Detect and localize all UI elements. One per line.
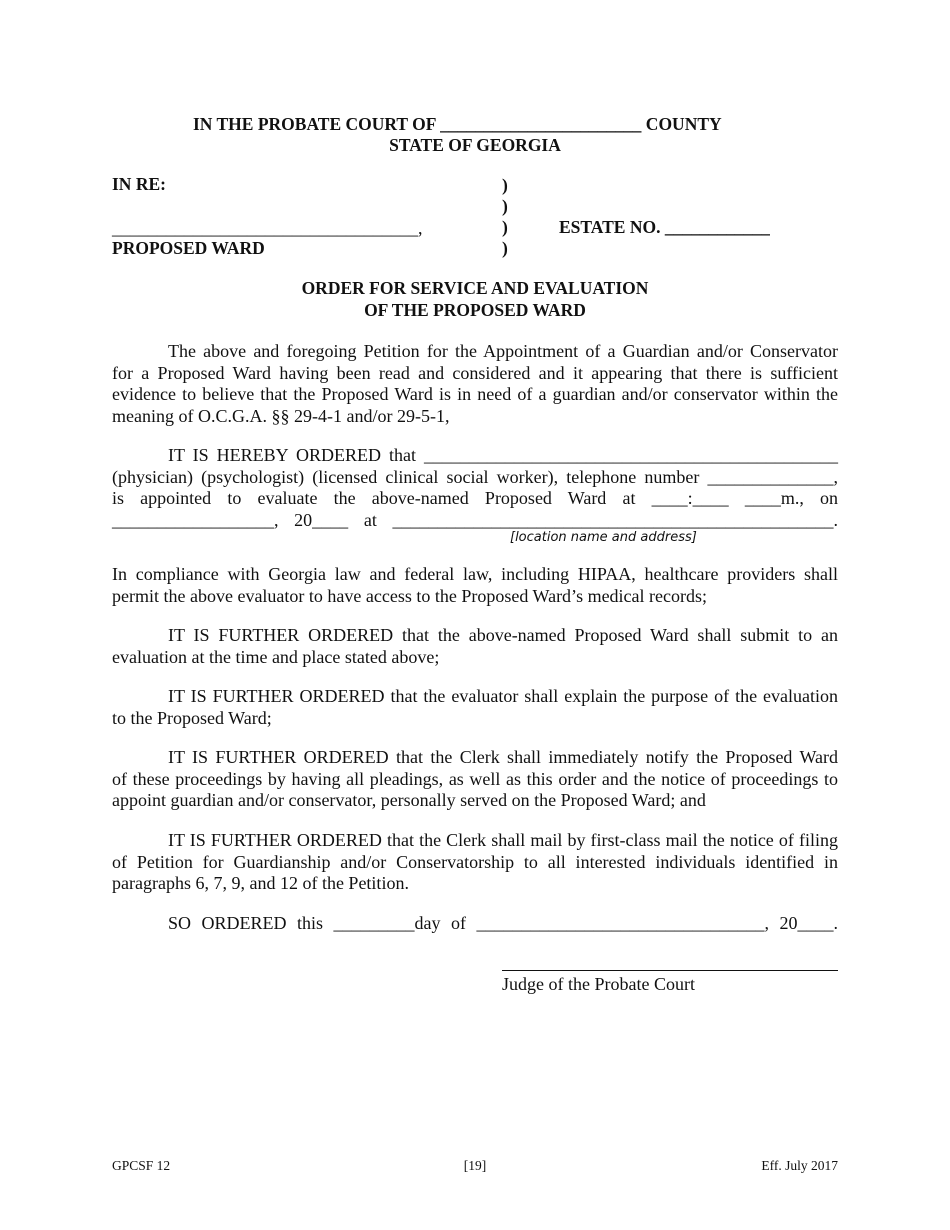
evaluator-name-blank[interactable]: IT IS HEREBY ORDERED that ______________________________________________ [168,445,838,465]
text-line: IT IS FURTHER ORDERED that the Clerk shall mail by first-class mail the notice of filing [168,830,838,850]
hipaa-paragraph [112,564,838,607]
mail-paragraph [112,830,838,895]
location-note: [location name and address] [510,530,697,545]
form-id: GPCSF 12 [112,1158,171,1173]
text-line: In compliance with Georgia law and federal law, including HIPAA, healthcare providers shall [112,564,838,584]
proposed-ward-name-blank[interactable]: __________________________________, [112,218,423,238]
text-line: IT IS FURTHER ORDERED that the evaluator shall explain the purpose of the evaluation [168,686,838,706]
recital-paragraph [112,341,838,427]
order-title-line1: ORDER FOR SERVICE AND EVALUATION [301,278,649,298]
caption-paren: ) [502,196,508,216]
text-line: The above and foregoing Petition for the Appointment of a Guardian and/or Conservator [168,341,838,361]
submit-paragraph [112,625,838,668]
text-line: paragraphs 6, 7, 9, and 12 of the Petition. [112,873,409,893]
effective-date: Eff. July 2017 [761,1158,838,1173]
text-line: IT IS FURTHER ORDERED that the Clerk shall immediately notify the Proposed Ward [168,747,838,767]
text-line: of these proceedings by having all pleadings, as well as this order and the notice of proceedings to [112,768,838,789]
text-line: for a Proposed Ward having been read and considered and it appearing that there is sufficient [112,362,838,383]
page-number: [19] [463,1158,487,1173]
text-line: of Petition for Guardianship and/or Conservatorship to all interested individuals identified in [112,851,838,872]
text-line: IT IS FURTHER ORDERED that the above-named Proposed Ward shall submit to an [168,625,838,645]
text-line: permit the above evaluator to have access to the Proposed Ward’s medical records; [112,585,708,606]
judge-signature-label: Judge of the Probate Court [502,974,695,994]
caption-paren: ) [502,217,508,237]
judge-signature-line[interactable] [502,970,838,971]
estate-number-field[interactable]: ESTATE NO. ____________ [559,217,770,237]
notify-paragraph [112,747,838,812]
caption-paren: ) [502,238,508,258]
text-line: meaning of O.C.G.A. §§ 29-4-1 and/or 29-5-1, [112,405,450,426]
telephone-blank[interactable]: (physician) (psychologist) (licensed clinical social worker), telephone number ______________, [112,466,838,487]
evaluation-date-location-blank[interactable]: __________________, 20____ at _________________________________________________. [112,509,838,530]
text-line: appoint guardian and/or conservator, personally served on the Proposed Ward; and [112,790,706,810]
so-ordered-line [112,913,838,935]
text-line: evidence to believe that the Proposed Ward is in need of a guardian and/or conservator within the [112,384,838,404]
explain-paragraph [112,686,838,729]
caption-paren: ) [502,175,508,195]
so-ordered-date-blank[interactable]: SO ORDERED this _________day of ________________________________, 20____. [168,913,838,933]
text-line: to the Proposed Ward; [112,707,272,728]
state-line: STATE OF GEORGIA [389,135,561,155]
text-line: evaluation at the time and place stated above; [112,646,440,667]
order-title-line2: OF THE PROPOSED WARD [364,300,586,320]
appointment-paragraph [112,445,838,531]
evaluation-time-blank[interactable]: is appointed to evaluate the above-named Proposed Ward at ____:____ ____m., on [112,488,838,508]
in-re-label: IN RE: [112,174,166,194]
proposed-ward-label: PROPOSED WARD [112,238,265,258]
court-line: IN THE PROBATE COURT OF _______________________ COUNTY [193,114,722,134]
